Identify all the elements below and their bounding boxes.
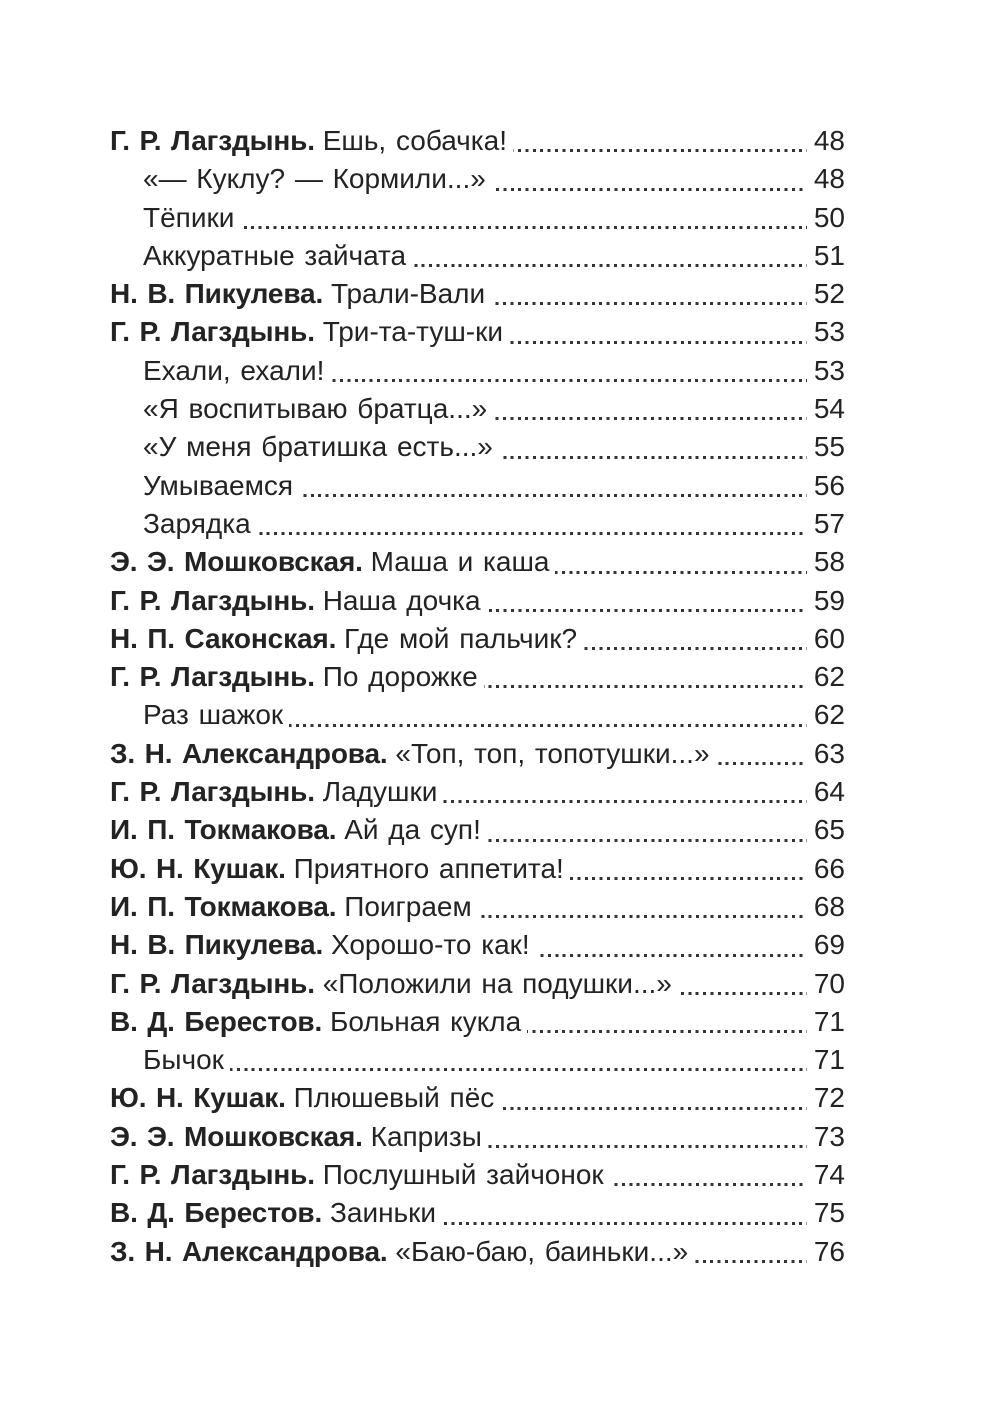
toc-entry-title: Трали-Вали — [330, 278, 486, 310]
toc-entry-page: 48 — [813, 163, 845, 195]
toc-entry-author: Э. Э. Мошковская. — [110, 546, 363, 578]
toc-entry-page: 62 — [813, 661, 845, 693]
toc-entry-title: Приятного аппетита! — [293, 852, 564, 884]
toc-entry-author: В. Д. Берестов. — [110, 1005, 323, 1037]
toc-entry-author: И. П. Токмакова. — [110, 814, 337, 846]
toc-entry — [110, 237, 845, 275]
toc-entry — [110, 122, 845, 160]
toc-entry — [110, 1041, 845, 1079]
toc-entry-author: З. Н. Александрова. — [110, 737, 388, 769]
dot-leader — [491, 302, 807, 305]
toc-entry — [110, 620, 845, 658]
toc-entry-title: Ай да суп! — [344, 814, 481, 846]
toc-entry-page: 51 — [813, 239, 845, 271]
toc-entry-author: Ю. Н. Кушак. — [110, 852, 286, 884]
toc-entry-title: Где мой пальчик? — [344, 622, 578, 654]
toc-entry-page: 54 — [813, 393, 845, 425]
dot-leader — [492, 188, 807, 191]
dot-leader — [487, 839, 807, 842]
dot-leader — [478, 915, 807, 918]
dot-leader — [499, 456, 807, 459]
toc-entry — [110, 1003, 845, 1041]
toc-entry — [110, 582, 845, 620]
dot-leader — [678, 992, 807, 995]
toc-entry-title: Бычок — [143, 1044, 224, 1076]
toc-entry-author: Г. Р. Лагздынь. — [110, 1159, 315, 1191]
toc-entry-title: Больная кукла — [329, 1005, 522, 1037]
toc-entry-author: Ю. Н. Кушак. — [110, 1082, 286, 1114]
toc-entry — [110, 275, 845, 313]
toc-entry-title: Ехали, ехали! — [143, 354, 325, 386]
toc-entry-page: 53 — [813, 316, 845, 348]
toc-entry — [110, 543, 845, 581]
toc-entry-title: Заиньки — [329, 1197, 437, 1229]
toc-entry-title: Ешь, собачка! — [322, 125, 507, 156]
toc-entry-title: «— Куклу? — Кормили...» — [143, 163, 486, 195]
toc-entry-page: 73 — [813, 1120, 845, 1152]
toc-entry-title: Послушный зайчонок — [322, 1159, 604, 1191]
dot-leader — [509, 341, 807, 344]
toc-entry-page: 71 — [813, 1005, 845, 1037]
toc-entry-page: 76 — [813, 1235, 845, 1267]
dot-leader — [330, 379, 806, 382]
toc-entry-page: 71 — [813, 1044, 845, 1076]
toc-entry-page: 59 — [813, 584, 845, 616]
toc-entry-page: 69 — [813, 929, 845, 961]
dot-leader — [443, 800, 807, 803]
dot-leader — [555, 571, 806, 574]
toc-entry — [110, 467, 845, 505]
dot-leader — [513, 149, 807, 152]
dot-leader — [257, 532, 807, 535]
toc-entry — [110, 1194, 845, 1232]
toc-entry — [110, 505, 845, 543]
toc-entry — [110, 850, 845, 888]
toc-entry — [110, 811, 845, 849]
toc-entry — [110, 888, 845, 926]
toc-entry-title: «Положили на подушки...» — [322, 967, 672, 999]
toc-entry — [110, 199, 845, 237]
toc-entry — [110, 773, 845, 811]
toc-entry-title: Поиграем — [344, 890, 472, 922]
toc-entry-page: 63 — [813, 737, 845, 769]
toc-entry — [110, 428, 845, 466]
toc-entry-author: Г. Р. Лагздынь. — [110, 584, 315, 616]
toc-entry-page: 56 — [813, 469, 845, 501]
toc-entry-title: «Я воспитываю братца...» — [143, 393, 488, 425]
toc-entry-author: З. Н. Александрова. — [110, 1235, 388, 1267]
toc-entry-page: 55 — [813, 431, 845, 463]
toc-entry-title: Капризы — [370, 1120, 482, 1152]
toc-entry-title: Ладушки — [322, 776, 438, 808]
toc-entry-page: 62 — [813, 699, 845, 731]
dot-leader — [299, 494, 807, 497]
toc-entry-title: Маша и каша — [370, 546, 550, 578]
toc-entry-title: Плюшевый пёс — [293, 1082, 495, 1114]
toc-entry-page: 66 — [813, 852, 845, 884]
toc-entry-page: 60 — [813, 622, 845, 654]
dot-leader — [610, 1183, 807, 1186]
toc-entry-author: Н. В. Пикулева. — [110, 278, 324, 310]
toc-entry-author: Г. Р. Лагздынь. — [110, 661, 315, 693]
toc-entry-author: Г. Р. Лагздынь. — [110, 316, 315, 348]
toc-entry-title: «Баю-баю, баиньки...» — [395, 1235, 689, 1267]
toc-entry-title: Три-та-туш-ки — [322, 316, 503, 348]
toc-entry — [110, 1156, 845, 1194]
dot-leader — [484, 685, 807, 688]
dot-leader — [487, 609, 807, 612]
toc-entry — [110, 160, 845, 198]
toc-entry-page: 50 — [813, 201, 845, 233]
toc-entry-title: «Топ, топ, топотушки...» — [395, 737, 710, 769]
dot-leader — [500, 1107, 807, 1110]
dot-leader — [289, 724, 807, 727]
toc-entry-page: 52 — [813, 278, 845, 310]
toc-entry-page: 72 — [813, 1082, 845, 1114]
dot-leader — [493, 417, 807, 420]
toc-entry — [110, 658, 845, 696]
toc-entry-page: 74 — [813, 1159, 845, 1191]
toc-entry-author: Г. Р. Лагздынь. — [110, 967, 315, 999]
toc-entry-title: Хорошо-то как! — [330, 929, 530, 961]
dot-leader — [583, 647, 807, 650]
toc-entry-author: Н. П. Саконская. — [110, 622, 337, 654]
dot-leader — [570, 877, 807, 880]
dot-leader — [527, 1030, 807, 1033]
toc-entry-page: 48 — [813, 125, 845, 156]
toc-entry-author: Н. В. Пикулева. — [110, 929, 324, 961]
table-of-contents — [110, 122, 845, 1271]
dot-leader — [442, 1222, 807, 1225]
dot-leader — [716, 762, 807, 765]
toc-entry — [110, 1118, 845, 1156]
toc-entry-page: 75 — [813, 1197, 845, 1229]
toc-entry-author: В. Д. Берестов. — [110, 1197, 323, 1229]
toc-entry-page: 53 — [813, 354, 845, 386]
toc-entry-page: 58 — [813, 546, 845, 578]
toc-entry-author: Г. Р. Лагздынь. — [110, 776, 315, 808]
dot-leader — [412, 264, 807, 267]
toc-entry-title: Умываемся — [143, 469, 294, 501]
toc-entry-page: 70 — [813, 967, 845, 999]
toc-entry-title: Аккуратные зайчата — [143, 239, 407, 271]
dot-leader — [694, 1260, 807, 1263]
toc-entry-title: Зарядка — [143, 507, 251, 539]
toc-entry-author: И. П. Токмакова. — [110, 890, 337, 922]
toc-entry — [110, 352, 845, 390]
toc-entry-author: Г. Р. Лагздынь. — [110, 125, 315, 156]
toc-entry — [110, 1079, 845, 1117]
toc-entry — [110, 926, 845, 964]
dot-leader — [536, 954, 807, 957]
toc-entry-title: Наша дочка — [322, 584, 481, 616]
toc-entry-page: 65 — [813, 814, 845, 846]
toc-entry-title: «У меня братишка есть...» — [143, 431, 493, 463]
toc-entry — [110, 313, 845, 351]
toc-entry-title: По дорожке — [322, 661, 478, 693]
toc-entry-page: 68 — [813, 890, 845, 922]
toc-entry-page: 57 — [813, 507, 845, 539]
dot-leader — [230, 1068, 807, 1071]
toc-entry-author: Э. Э. Мошковская. — [110, 1120, 363, 1152]
toc-entry — [110, 1233, 845, 1271]
toc-entry — [110, 965, 845, 1003]
dot-leader — [240, 226, 806, 229]
toc-entry — [110, 390, 845, 428]
toc-entry — [110, 735, 845, 773]
toc-entry-page: 64 — [813, 776, 845, 808]
dot-leader — [488, 1145, 807, 1148]
toc-entry — [110, 696, 845, 734]
toc-entry-title: Тёпики — [143, 201, 235, 233]
toc-entry-title: Раз шажок — [143, 699, 284, 731]
